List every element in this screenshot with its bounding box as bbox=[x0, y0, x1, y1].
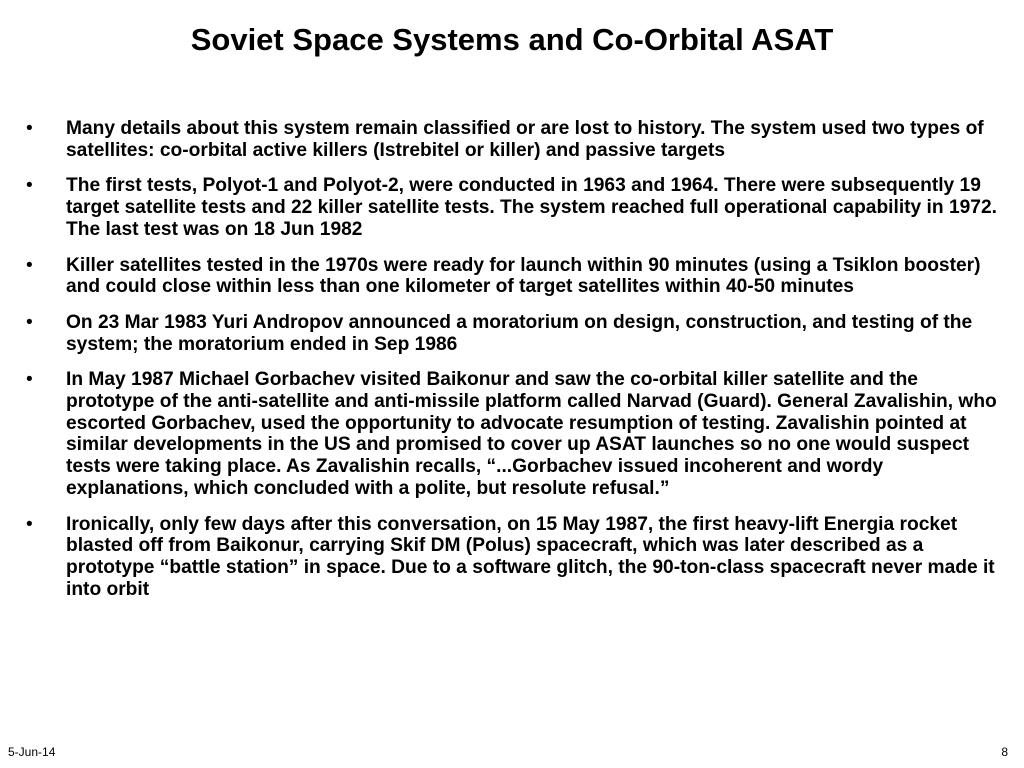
bullet-item bbox=[26, 118, 1002, 161]
slide-title: Soviet Space Systems and Co-Orbital ASAT bbox=[190, 22, 834, 57]
bullet-text: Killer satellites tested in the 1970s were ready for launch within 90 minutes (using a Tsiklon booster) and could close within less than one kilometer of target satellites within 40-50 minutes bbox=[66, 254, 981, 298]
bullet-icon: • bbox=[26, 311, 33, 333]
bullet-item bbox=[26, 369, 1002, 499]
bullet-icon: • bbox=[26, 175, 33, 197]
bullet-text: On 23 Mar 1983 Yuri Andropov announced a moratorium on design, construction, and testing of the system; the moratorium ended in Sep 1986 bbox=[66, 311, 973, 355]
bullet-icon: • bbox=[26, 513, 33, 535]
bullet-icon: • bbox=[26, 254, 33, 276]
bullet-list bbox=[26, 118, 1002, 614]
bullet-text: Many details about this system remain classified or are lost to history. The system used two types of satellites: co-orbital active killers (Istrebitel or killer) and passive targets bbox=[66, 118, 984, 161]
footer-date: 5-Jun-14 bbox=[8, 745, 56, 759]
bullet-item bbox=[26, 255, 1002, 298]
bullet-item bbox=[26, 175, 1002, 240]
bullet-item bbox=[26, 312, 1002, 355]
page-number: 8 bbox=[1001, 745, 1008, 759]
bullet-icon: • bbox=[26, 118, 33, 139]
bullet-text: Ironically, only few days after this conversation, on 15 May 1987, the first heavy-lift Energia rocket blasted off from Baikonur, carrying Skif DM (Polus) spacecraft, which was later described as a prototype “battle station” in space. Due to a software glitch, the 90-ton-class spacecraft never made it into orbit bbox=[66, 513, 995, 600]
bullet-text: The first tests, Polyot-1 and Polyot-2, were conducted in 1963 and 1964. There were subsequently 19 target satellite tests and 22 killer satellite tests. The system reached full operational capability in 1972. The last test was on 18 Jun 1982 bbox=[66, 175, 997, 240]
bullet-icon: • bbox=[26, 369, 33, 391]
bullet-item bbox=[26, 514, 1002, 601]
bullet-text: In May 1987 Michael Gorbachev visited Baikonur and saw the co-orbital killer satellite and the prototype of the anti-satellite and anti-missile platform called Narvad (Guard). General Zavalishin, who escorted Gorbachev, used the opportunity to advocate resumption of testing. Zavalishin pointed at similar developments in the US and promised to cover up ASAT launches so no one would suspect tests were taking place. As Zavalishin recalls, “...Gorbachev issued incoherent and wordy explanations, which concluded with a polite, but resolute refusal.” bbox=[66, 369, 997, 499]
